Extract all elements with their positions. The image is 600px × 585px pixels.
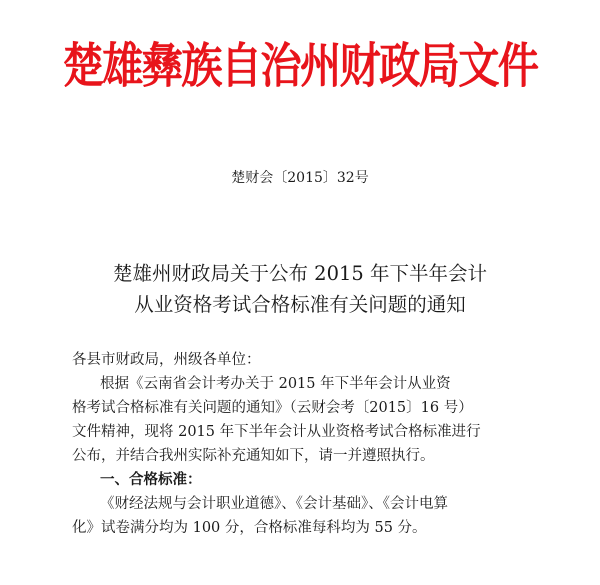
issuer-banner-title: 楚雄彝族自治州财政局文件 xyxy=(62,38,538,94)
paragraph-1-line-1: 根据《云南省会计考办关于 2015 年下半年会计从业资 xyxy=(100,376,451,392)
notice-body xyxy=(72,348,542,540)
paragraph-1-line-4: 公布，并结合我州实际补充通知如下，请一并遵照执行。 xyxy=(72,448,435,464)
paragraph-1-line-3: 文件精神，现将 2015 年下半年会计从业资格考试合格标准进行 xyxy=(72,424,481,440)
document-number: 楚财会〔2015〕32号 xyxy=(231,170,369,186)
paragraph-2-line-2: 化》试卷满分均为 100 分，合格标准每科均为 55 分。 xyxy=(72,520,427,536)
section-1-heading: 一、合格标准： xyxy=(100,472,202,488)
paragraph-1-line-2: 格考试合格标准有关问题的通知》（云财会考〔2015〕16 号） xyxy=(72,400,473,416)
notice-title-line-2: 从业资格考试合格标准有关问题的通知 xyxy=(134,293,466,316)
notice-title-line-1: 楚雄州财政局关于公布 2015 年下半年会计 xyxy=(112,262,488,285)
salutation: 各县市财政局，州级各单位： xyxy=(72,352,261,368)
paragraph-2-line-1: 《财经法规与会计职业道德》、《会计基础》、《会计电算 xyxy=(100,496,448,512)
notice-title xyxy=(0,258,600,320)
